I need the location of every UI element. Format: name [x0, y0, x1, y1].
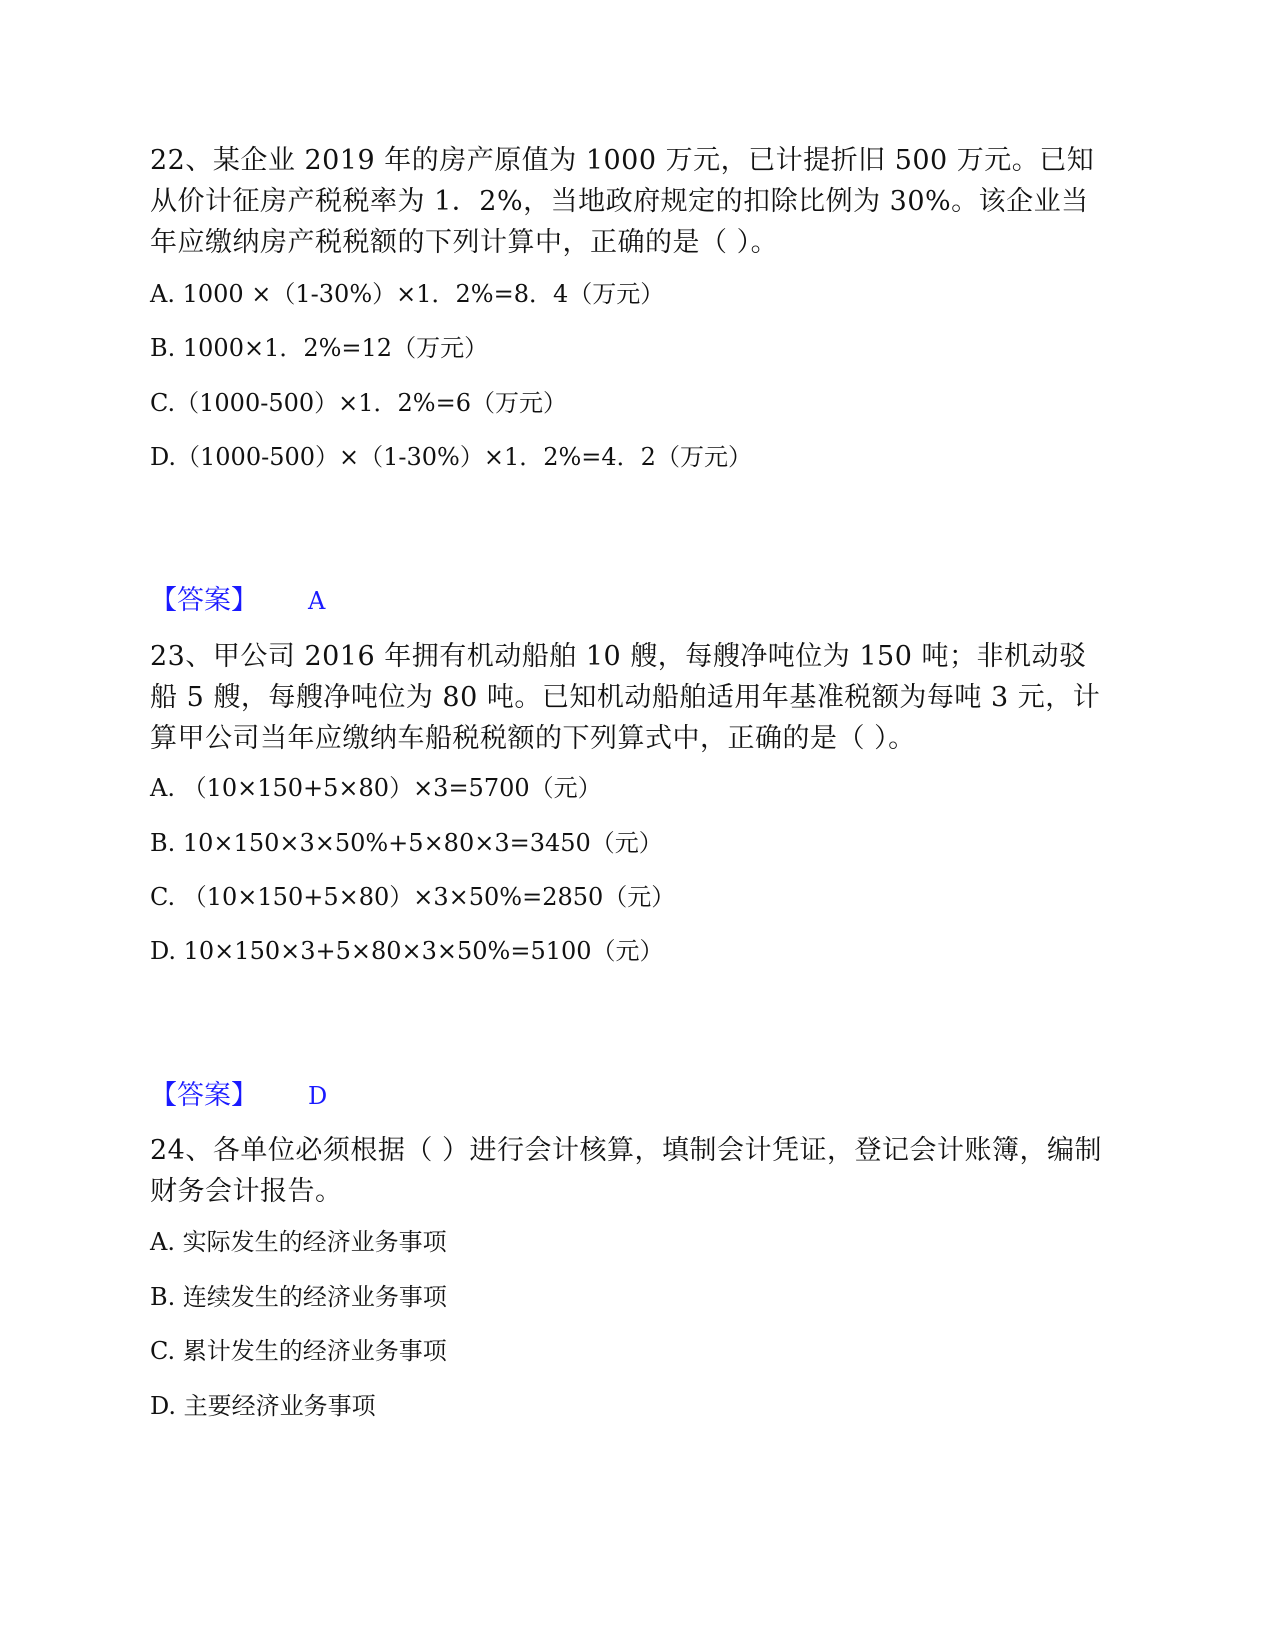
question-22-option-d: D.（1000-500）×（1-30%）×1．2%=4．2（万元）	[150, 443, 752, 471]
question-23-stem: 23、甲公司 2016 年拥有机动船舶 10 艘，每艘净吨位为 150 吨；非机动驳船 5 艘，每艘净吨位为 80 吨。已知机动船舶适用年基准税额为每吨 3 元，计算甲公司当年应缴纳车船税税额的下列算式中，正确的是（ ）。	[150, 641, 1101, 754]
question-22-option-c: C.（1000-500）×1．2%=6（万元）	[150, 389, 567, 417]
answer-value: A	[308, 587, 326, 615]
question-23-option-b: B. 10×150×3×50%+5×80×3=3450（元）	[150, 829, 663, 857]
question-23-answer	[150, 1079, 327, 1113]
question-22-answer	[150, 584, 325, 618]
question-24-option-b: B. 连续发生的经济业务事项	[150, 1283, 447, 1311]
question-22-option-b: B. 1000×1．2%=12（万元）	[150, 334, 489, 362]
question-22-stem: 22、某企业 2019 年的房产原值为 1000 万元，已计提折旧 500 万元。已知从价计征房产税税率为 1．2%，当地政府规定的扣除比例为 30%。该企业当年应缴纳房产税税额的下列计算中，正确的是（ ）。	[150, 145, 1095, 258]
question-23-option-c: C. （10×150+5×80）×3×50%=2850（元）	[150, 883, 676, 911]
question-24-stem: 24、各单位必须根据（ ）进行会计核算，填制会计凭证，登记会计账簿，编制财务会计报告。	[150, 1135, 1102, 1207]
question-22-option-a: A. 1000 ×（1-30%）×1．2%=8．4（万元）	[150, 280, 665, 308]
question-24-option-a: A. 实际发生的经济业务事项	[150, 1228, 447, 1256]
answer-label: 【答案】	[150, 585, 258, 616]
question-24-option-d: D. 主要经济业务事项	[150, 1392, 376, 1420]
answer-label: 【答案】	[150, 1080, 258, 1111]
question-24-option-c: C. 累计发生的经济业务事项	[150, 1337, 447, 1365]
question-23-option-d: D. 10×150×3+5×80×3×50%=5100（元）	[150, 937, 664, 965]
question-23-option-a: A. （10×150+5×80）×3=5700（元）	[150, 774, 602, 802]
answer-value: D	[308, 1082, 328, 1110]
